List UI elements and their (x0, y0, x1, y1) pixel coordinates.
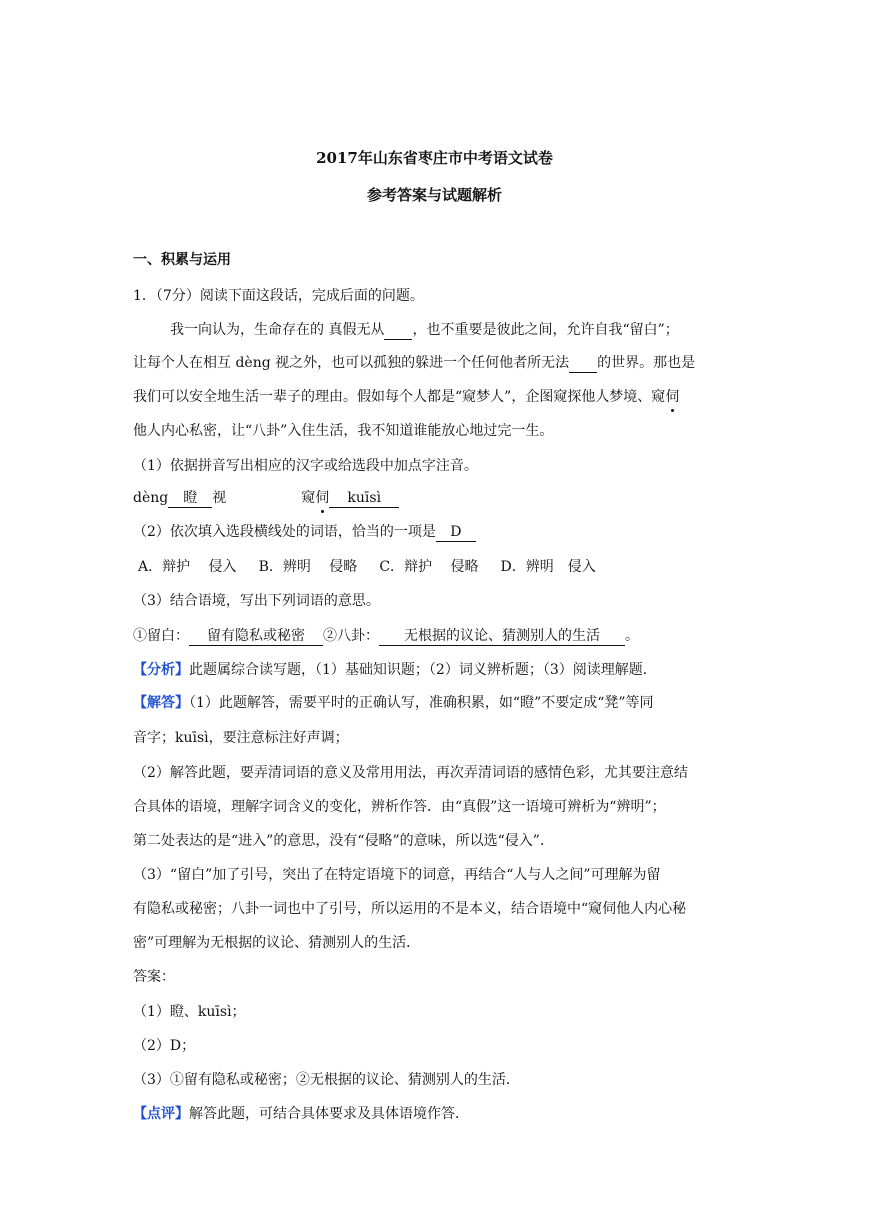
sub3-answers (133, 626, 639, 646)
answer-deng: 瞪 (168, 489, 212, 508)
kui-char: 窥 (301, 490, 316, 506)
option-d: D．辨明 侵入 (500, 559, 596, 575)
passage-text: 的世界。那也是 (597, 355, 696, 371)
sub3-end: 。 (625, 628, 639, 644)
dotted-char: 伺 (315, 490, 330, 506)
sub2-prompt: （2）依次填入选段横线处的词语，恰当的一项是 (133, 524, 436, 540)
passage-line-2 (133, 353, 695, 373)
section-title: 一、积累与运用 (133, 252, 231, 268)
solution-line-2: 音字；kuīsì，要注意标注好声调； (133, 730, 349, 746)
answers-heading: 答案： (133, 969, 175, 985)
analysis (133, 660, 657, 680)
solution-line-7: 有隐私或秘密；八卦一词也中了引号，所以运用的不是本义，结合语境中“窥伺他人内心秘 (133, 901, 687, 917)
blank-1 (384, 321, 412, 340)
comment-text: 解答此题，可结合具体要求及具体语境作答． (189, 1106, 469, 1122)
deng-tail: 视 (212, 490, 227, 506)
answer-kuisi: kuīsì (329, 489, 399, 508)
solution-line-8: 密”可理解为无根据的议论、猜测别人的生活． (133, 935, 421, 951)
blank-2 (569, 354, 597, 373)
bagua-answer: 无根据的议论、猜测别人的生活 (379, 627, 625, 646)
bagua-label: ②八卦： (323, 628, 379, 644)
solution-label: 【解答】 (133, 695, 189, 711)
solution-line-6: （3）“留白”加了引号，突出了在特定语境下的词意，再结合“人与人之间”可理解为留 (133, 867, 661, 883)
sub3-prompt: （3）结合语境，写出下列词语的意思。 (133, 593, 380, 609)
doc-subtitle: 参考答案与试题解析 (366, 186, 502, 204)
analysis-text: 此题属综合读写题，（1）基础知识题；（2）词义辨析题；（3）阅读理解题． (189, 662, 657, 678)
comment-label: 【点评】 (133, 1106, 189, 1122)
answer-3: （3）①留有隐私或秘密；②无根据的议论、猜测别人的生活． (133, 1072, 520, 1088)
sub1-answers (133, 488, 399, 508)
sub2-line (133, 522, 476, 542)
solution-line-1 (133, 693, 654, 713)
liubai-label: ①留白： (133, 628, 189, 644)
solution-text: （1）此题解答，需要平时的正确认写，准确积累，如“瞪”不要定成“凳”等同 (189, 695, 654, 711)
doc-title: 2017年山东省枣庄市中考语文试卷 (316, 149, 553, 167)
option-b: B．辨明 侵略 (258, 559, 358, 575)
sub2-options (138, 557, 596, 577)
dotted-char: 伺 (665, 389, 680, 405)
analysis-label: 【分析】 (133, 662, 189, 678)
liubai-answer: 留有隐私或秘密 (189, 627, 323, 646)
passage-text: 让每个人在相互 dèng 视之外，也可以孤独的躲进一个任何他者所无法 (133, 355, 570, 371)
answer-1: （1）瞪、kuīsì； (133, 1004, 246, 1020)
passage-line-1 (170, 320, 679, 340)
passage-line-3 (133, 387, 679, 407)
solution-line-4: 合具体的语境，理解字词含义的变化，辨析作答．由“真假”这一语境可辨析为“辨明”； (133, 799, 666, 815)
passage-line-4: 他人内心私密，让“八卦”入住生活，我不知道谁能放心地过完一生。 (133, 423, 554, 439)
pinyin-deng: dèng (133, 490, 169, 506)
comment (133, 1104, 469, 1124)
question-stem: 1．（7分）阅读下面这段话，完成后面的问题。 (133, 288, 424, 304)
sub1-prompt: （1）依据拼音写出相应的汉字或给选段中加点字注音。 (133, 458, 478, 474)
option-a: A．辩护 侵入 (138, 559, 237, 575)
passage-text: ，也不重要是彼此之间，允许自我“留白”； (412, 322, 679, 338)
passage-text: 我们可以安全地生活一辈子的理由。假如每个人都是“窥梦人”，企图窥探他人梦境、窥 (133, 389, 666, 405)
option-c: C．辩护 侵略 (379, 559, 479, 575)
answer-2: （2）D； (133, 1038, 196, 1054)
passage-text: 我一向认为，生命存在的 真假无从 (170, 322, 385, 338)
solution-line-5: 第二处表达的是“进入”的意思，没有“侵略”的意味，所以选“侵入”． (133, 833, 554, 849)
answer-choice: D (436, 523, 476, 542)
solution-line-3: （2）解答此题，要弄清词语的意义及常用用法，再次弄清词语的感情色彩，尤其要注意结 (133, 765, 688, 781)
